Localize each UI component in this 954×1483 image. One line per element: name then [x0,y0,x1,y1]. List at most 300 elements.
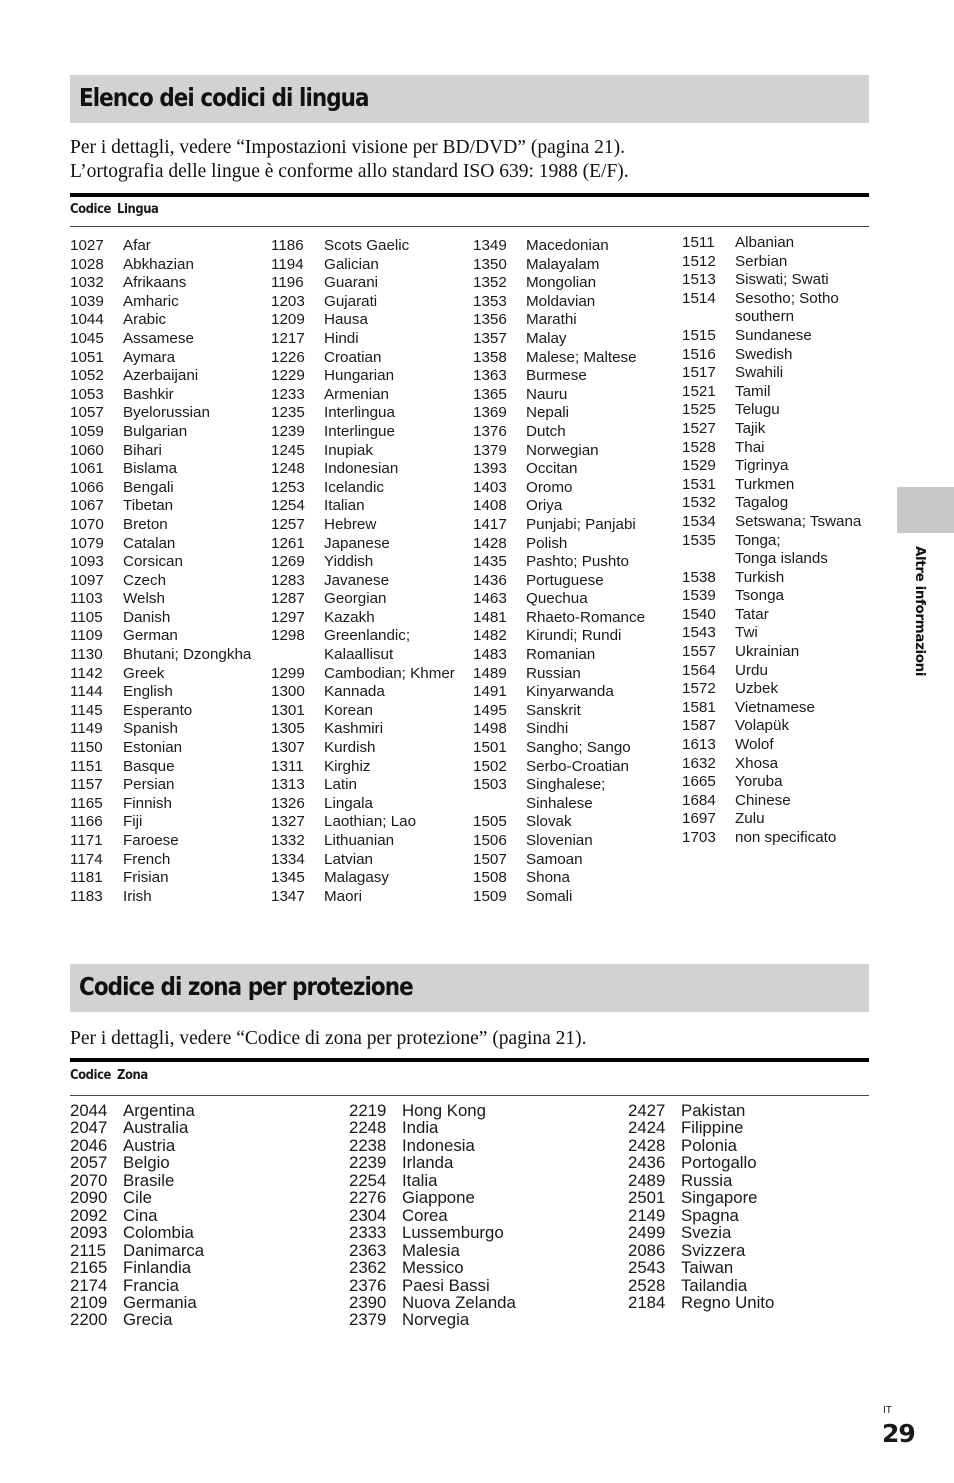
language-entry [473,813,673,832]
language-code: 1511 [682,234,715,251]
language-name: Malese; Maltese [526,348,637,366]
language-name: Mongolian [526,274,597,292]
language-code: 1233 [271,385,305,403]
zone-code: 2184 [628,1292,666,1312]
language-entry [682,234,882,253]
language-entry [473,776,673,795]
language-name: Georgian [324,590,387,608]
zone-code: 2238 [349,1135,387,1155]
language-name: Punjabi; Panjabi [526,515,636,533]
zone-code: 2499 [628,1223,666,1243]
language-entry [70,404,270,423]
language-name: Faroese [123,832,179,849]
language-name: Burmese [526,367,587,385]
language-entry [70,720,270,739]
language-code: 1027 [70,237,104,254]
language-code: 1483 [473,646,507,664]
zone-code: 2046 [70,1135,108,1155]
zone-name: Belgio [123,1153,170,1173]
zone-name: Tailandia [681,1275,748,1295]
language-name: Scots Gaelic [324,237,410,254]
language-name: Lithuanian [324,832,395,849]
language-entry [473,423,673,442]
language-name: Latin [324,776,357,794]
language-entry [271,237,471,256]
language-code: 1253 [271,478,305,496]
zone-name: Australia [123,1118,189,1138]
zone-code: 2092 [70,1205,108,1225]
language-name: Polish [526,534,568,552]
zone-name: Finlandia [123,1258,192,1278]
language-name: Tajik [735,419,766,437]
language-name: Irish [123,887,152,905]
language-name: non specificato [735,829,837,846]
zone-code: 2086 [628,1240,666,1260]
language-entry [682,253,882,272]
language-code: 1352 [473,274,507,292]
language-code: 1059 [70,422,104,440]
language-name: Welsh [123,590,165,608]
language-name: Sanskrit [526,701,581,719]
language-name: Rhaeto-Romance [526,608,646,626]
language-code: 1489 [473,664,507,682]
language-name: Azerbaijani [123,367,199,385]
language-name: Assamese [123,329,194,347]
language-code: 1481 [473,608,507,626]
zone-entry [628,1224,888,1241]
language-code: 1506 [473,832,507,849]
zone-entry [70,1242,330,1259]
language-name: Nepali [526,404,570,422]
language-name: Croatian [324,348,382,366]
language-entry [682,829,882,848]
language-entry [271,404,471,423]
zone-entry [70,1259,330,1276]
language-entry [473,460,673,479]
language-name: Urdu [735,661,768,679]
language-code: 1093 [70,553,104,571]
language-code: 1428 [473,534,507,552]
language-code: 1539 [682,587,716,605]
language-entry [70,572,270,591]
language-entry [473,237,673,256]
language-name: Yoruba [735,773,783,791]
language-name: Kalaallisut [324,646,394,664]
zone-name: Colombia [123,1223,194,1243]
language-code: 1535 [682,531,716,549]
language-entry [473,386,673,405]
language-entry [682,755,882,774]
language-name: English [123,683,173,701]
language-entry [70,665,270,684]
language-entry [473,739,673,758]
zone-code: 2528 [628,1275,666,1295]
language-entry [682,792,882,811]
language-code: 1365 [473,385,507,403]
language-entry [473,256,673,275]
zone-name: India [402,1118,439,1138]
language-code: 1248 [271,460,305,478]
language-code: 1311 [271,757,304,775]
language-name: Tonga; [735,531,781,549]
language-name: Serbian [735,252,788,270]
language-code: 1150 [70,739,103,757]
zone-name: Danimarca [123,1240,205,1260]
language-entry [473,349,673,368]
intro-line: L’ortografia delle lingue è conforme allo standard ISO 639: 1988 (E/F). [70,161,629,182]
language-entry [473,535,673,554]
language-name: Portuguese [526,571,604,589]
language-code: 1357 [473,329,507,347]
language-code: 1540 [682,605,716,623]
language-entry [70,590,270,609]
language-code: 1245 [271,441,305,459]
language-code: 1516 [682,345,716,363]
language-name: Hungarian [324,367,395,385]
language-code: 1403 [473,478,507,496]
language-entry [70,646,270,665]
language-code: 1327 [271,813,305,831]
section-intro [70,1027,587,1051]
language-name: Chinese [735,791,791,809]
zone-entry [628,1172,888,1189]
language-entry [70,423,270,442]
language-code: 1203 [271,292,305,310]
zone-entry [349,1172,609,1189]
language-code: 1151 [70,757,103,775]
zone-name: Svizzera [681,1240,746,1260]
language-name: Malay [526,329,567,347]
zone-code: 2115 [70,1240,107,1260]
language-code: 1408 [473,497,507,515]
language-code: 1345 [271,869,305,887]
zone-code: 2219 [349,1101,387,1120]
language-entry [682,476,882,495]
language-entry [473,683,673,702]
zone-name: Hong Kong [402,1101,486,1120]
language-column [271,237,471,906]
language-name: Twi [735,624,758,642]
language-code: 1283 [271,571,305,589]
zone-entry [628,1137,888,1154]
zone-entry [70,1207,330,1224]
language-code: 1482 [473,627,507,645]
language-name: Kinyarwanda [526,683,614,701]
language-entry [682,290,882,309]
zone-entry [70,1154,330,1171]
language-name: Oromo [526,478,573,496]
language-entry [682,662,882,681]
language-entry [271,888,471,907]
language-code: 1028 [70,255,104,273]
language-name: Albanian [735,234,795,251]
language-code: 1297 [271,608,305,626]
language-code: 1513 [682,271,716,289]
language-entry [682,271,882,290]
language-entry [473,311,673,330]
language-name: Dutch [526,422,566,440]
language-name: Wolof [735,736,774,754]
zone-entry [628,1277,888,1294]
language-code: 1053 [70,385,104,403]
language-code: 1507 [473,850,507,868]
language-entry [473,330,673,349]
language-entry [682,699,882,718]
language-name: Estonian [123,739,183,757]
language-entry [682,643,882,662]
language-name: Esperanto [123,701,193,719]
language-code: 1097 [70,571,104,589]
language-code: 1066 [70,478,104,496]
zone-code: 2239 [349,1153,387,1173]
language-name: Bihari [123,441,162,459]
language-code: 1508 [473,869,507,887]
zone-name: Irlanda [402,1153,454,1173]
language-code: 1060 [70,441,104,459]
table-header-rule [70,1095,869,1096]
language-code: 1165 [70,794,103,812]
table-header [70,1067,148,1083]
language-code: 1512 [682,252,716,270]
language-entry [473,646,673,665]
language-entry [682,383,882,402]
language-entry [473,497,673,516]
language-name: Bislama [123,460,178,478]
zone-column [349,1102,609,1329]
zone-code: 2428 [628,1135,666,1155]
language-code: 1503 [473,776,507,794]
language-name: Sinhalese [526,794,593,812]
language-name: Tsonga [735,587,784,605]
language-name: Kashmiri [324,720,384,738]
zone-entry [70,1294,330,1311]
language-name: Byelorussian [123,404,210,422]
language-name: Tigrinya [735,457,789,475]
zone-code: 2436 [628,1153,666,1173]
language-name: Malayalam [526,255,600,273]
language-name: Telugu [735,401,780,419]
zone-entry [349,1259,609,1276]
zone-name: Norvegia [402,1310,470,1330]
zone-entry [70,1311,330,1328]
language-entry [473,869,673,888]
language-name: Afrikaans [123,274,187,292]
zone-entry [349,1224,609,1241]
language-code: 1509 [473,887,507,905]
zone-name: Malesia [402,1240,460,1260]
language-entry [70,851,270,870]
zone-entry [349,1137,609,1154]
language-entry [473,795,673,814]
language-entry [70,832,270,851]
language-name: Greenlandic; [324,627,411,645]
language-entry [271,479,471,498]
language-code: 1186 [271,237,304,254]
zone-code: 2379 [349,1310,387,1330]
language-code: 1521 [682,382,716,400]
language-column [682,234,882,848]
zone-name: Filippine [681,1118,744,1138]
language-name: Bashkir [123,385,174,403]
language-entry [473,442,673,461]
column-header-zone: Zona [116,1067,148,1083]
language-code: 1543 [682,624,716,642]
table-top-rule [70,1058,869,1062]
language-entry [473,665,673,684]
language-entry [473,479,673,498]
language-code: 1051 [70,348,104,366]
language-code: 1495 [473,701,507,719]
language-code: 1044 [70,311,104,329]
language-entry [473,851,673,870]
zone-name: Singapore [681,1188,758,1208]
language-code: 1491 [473,683,507,701]
language-name: Turkish [735,568,785,586]
zone-name: Russia [681,1170,733,1190]
zone-entry [70,1119,330,1136]
language-entry [70,256,270,275]
language-name: Sundanese [735,326,812,344]
zone-code: 2501 [628,1188,666,1208]
language-name: Slovak [526,813,572,831]
zone-name: Messico [402,1258,464,1278]
language-code: 1307 [271,739,305,757]
zone-entry [628,1294,888,1311]
language-name: Icelandic [324,478,384,496]
zone-code: 2109 [70,1292,108,1312]
zone-code: 2333 [349,1223,387,1243]
zone-name: Grecia [123,1310,173,1330]
language-entry [271,590,471,609]
intro-line: Per i dettagli, vedere “Codice di zona per protezione” (pagina 21). [70,1028,587,1049]
language-code: 1287 [271,590,305,608]
language-entry [70,888,270,907]
language-name: Kannada [324,683,385,701]
language-code: 1334 [271,850,305,868]
language-name: Abkhazian [123,255,194,273]
language-entry [271,683,471,702]
language-entry [271,832,471,851]
zone-name: Giappone [402,1188,475,1208]
language-entry [70,274,270,293]
language-name: German [123,627,178,645]
language-column [473,237,673,906]
language-name: Czech [123,571,167,589]
language-name: Armenian [324,385,389,403]
zone-name: Lussemburgo [402,1223,504,1243]
zone-entry [70,1137,330,1154]
language-entry [473,367,673,386]
zone-entry [628,1154,888,1171]
language-code: 1572 [682,680,716,698]
language-name: Bengali [123,478,174,496]
zone-entry [628,1119,888,1136]
language-entry [682,513,882,532]
zone-entry [628,1207,888,1224]
language-entry [271,311,471,330]
language-code: 1529 [682,457,716,475]
language-entry [271,460,471,479]
zone-name: Argentina [123,1101,195,1120]
language-code: 1183 [70,887,103,905]
language-name: Uzbek [735,680,779,698]
language-code: 1298 [271,627,305,645]
language-entry [682,308,882,327]
language-name: Lingala [324,794,373,812]
language-entry [473,590,673,609]
language-name: Nauru [526,385,568,403]
section-intro [70,136,629,184]
language-entry [271,553,471,572]
zone-entry [70,1172,330,1189]
language-entry [682,401,882,420]
language-entry [271,739,471,758]
language-name: Interlingue [324,422,395,440]
language-name: Siswati; Swati [735,271,829,289]
zone-entry [349,1294,609,1311]
language-entry [70,683,270,702]
language-entry [271,535,471,554]
zone-code: 2304 [349,1205,387,1225]
zone-code: 2149 [628,1205,666,1225]
zone-entry [628,1189,888,1206]
zone-code: 2427 [628,1101,666,1120]
language-entry [682,624,882,643]
zone-column [70,1102,330,1329]
language-code: 1613 [682,736,716,754]
language-code: 1527 [682,419,716,437]
language-code: 1514 [682,289,716,307]
language-code: 1181 [70,869,103,887]
language-name: Russian [526,664,581,682]
language-name: Romanian [526,646,596,664]
language-name: Sangho; Sango [526,739,631,757]
column-header-code: Codice [70,1067,111,1083]
language-code: 1045 [70,329,104,347]
language-name: Corsican [123,553,183,571]
language-name: Setswana; Tswana [735,512,862,530]
language-entry [473,274,673,293]
language-entry [70,330,270,349]
zone-name: Cile [123,1188,152,1208]
language-code: 1350 [473,255,507,273]
section-title: Codice di zona per protezione [79,972,413,1001]
language-name: Javanese [324,571,390,589]
language-entry [271,367,471,386]
language-name: Galician [324,255,379,273]
language-name: Guarani [324,274,379,292]
language-name: Latvian [324,850,373,868]
language-name: Turkmen [735,475,795,493]
language-code: 1300 [271,683,305,701]
language-name: Danish [123,608,171,626]
language-code: 1257 [271,515,305,533]
language-entry [271,349,471,368]
language-entry [70,367,270,386]
language-code: 1144 [70,683,103,701]
language-entry [682,457,882,476]
column-header-language: Lingua [116,201,159,217]
language-name: Serbo-Croatian [526,757,629,775]
language-code: 1171 [70,832,103,849]
language-name: Tagalog [735,494,789,512]
side-tab-label: Altre informazioni [912,546,928,677]
language-name: Laothian; Lao [324,813,417,831]
language-name: southern [735,308,795,326]
zone-code: 2090 [70,1188,108,1208]
zone-name: Pakistan [681,1101,746,1120]
language-code: 1067 [70,497,104,515]
